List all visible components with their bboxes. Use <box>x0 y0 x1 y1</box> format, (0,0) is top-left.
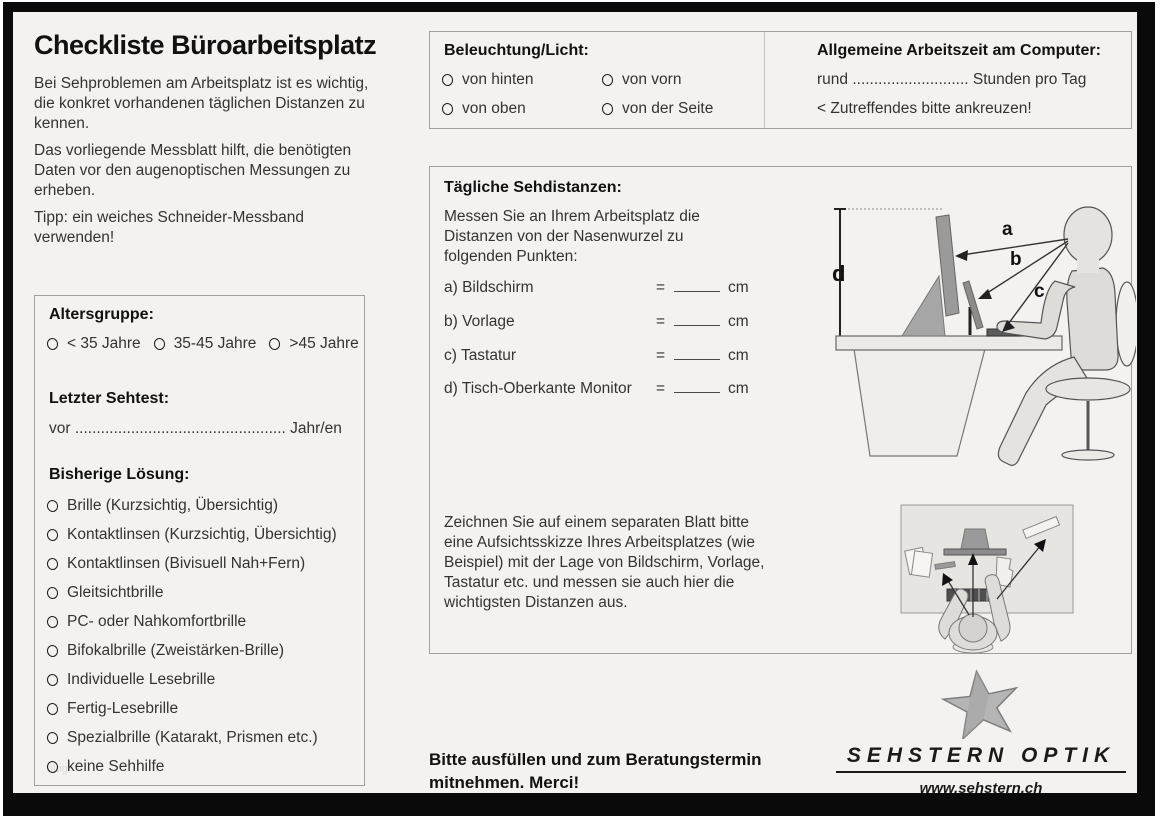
radio-icon[interactable] <box>46 586 59 600</box>
solution-option: Individuelle Lesebrille <box>47 670 337 690</box>
ergonomics-illustration <box>822 179 1136 473</box>
worktime-hours-line[interactable]: rund ........................... Stunden pro Tag <box>817 71 1087 88</box>
brand-logo <box>836 667 1126 793</box>
workplace-topview-sketch <box>885 497 1085 657</box>
diagram-label-d: d <box>832 261 846 286</box>
previous-solution-title: Bisherige Lösung: <box>49 466 190 483</box>
brand-rule <box>836 771 1126 773</box>
worktime-note: < Zutreffendes bitte ankreuzen! <box>817 100 1032 117</box>
lighting-option: von oben <box>442 99 526 119</box>
radio-icon[interactable] <box>46 702 59 716</box>
radio-icon[interactable] <box>46 499 59 513</box>
diagram-label-c: c <box>1034 281 1045 302</box>
solution-option: Bifokalbrille (Zweistärken-Brille) <box>47 641 337 661</box>
solution-option: keine Sehhilfe <box>47 757 337 777</box>
fill-in-blank[interactable] <box>674 313 720 326</box>
solution-option: Fertig-Lesebrille <box>47 699 337 719</box>
lighting-option: von der Seite <box>602 99 713 119</box>
footer-note: Bitte ausfüllen und zum Beratungstermin mitnehmen. Merci! <box>429 750 762 792</box>
monitor-stand <box>902 276 945 336</box>
radio-icon[interactable] <box>46 673 59 687</box>
star-icon <box>836 667 1126 739</box>
person-head-topview <box>959 614 987 642</box>
lighting-option: von hinten <box>442 70 534 90</box>
document-holder <box>963 281 983 329</box>
radio-icon[interactable] <box>46 528 59 542</box>
last-eyetest-title: Letzter Sehtest: <box>49 390 170 407</box>
intro-paragraph-1: Bei Sehproblemen am Arbeitsplatz ist es wichtig, die konkret vorhandenen täglichen Distanzen zu kennen. <box>34 75 369 132</box>
age-group-title: Altersgruppe: <box>49 306 154 323</box>
desk-pedestal <box>854 349 985 456</box>
sketch-instruction: Zeichnen Sie auf einem separaten Blatt bitte eine Aufsichtsskizze Ihres Arbeitsplatzes (wie Beispiel) mit der Lage von Bildschirm, Vorlage, Tastatur etc. und messen sie auch hier die wichtigsten Distanzen aus. <box>444 514 765 611</box>
radio-icon[interactable] <box>46 337 59 351</box>
chair-back <box>1116 282 1136 366</box>
solution-option: Kontaktlinsen (Bivisuell Nah+Fern) <box>47 554 337 574</box>
radio-icon[interactable] <box>46 644 59 658</box>
radio-icon[interactable] <box>46 731 59 745</box>
solution-option: Gleitsichtbrille <box>47 583 337 603</box>
distances-box <box>429 166 1132 654</box>
radio-icon[interactable] <box>441 102 454 116</box>
distances-instruction: Messen Sie an Ihrem Arbeitsplatz die Distanzen von der Nasenwurzel zu folgenden Punkten: <box>444 208 700 265</box>
brand-website[interactable]: www.sehstern.ch <box>919 780 1043 793</box>
radio-icon[interactable] <box>268 337 281 351</box>
fill-in-blank[interactable] <box>674 380 720 393</box>
chair-base <box>1062 450 1114 460</box>
age-option: 35-45 Jahre <box>154 334 257 354</box>
checklist-page <box>13 12 1137 793</box>
desk-top <box>836 336 1062 350</box>
monitor-topview <box>961 529 989 549</box>
solution-option: PC- oder Nahkomfortbrille <box>47 612 337 632</box>
measure-row-b: b) Vorlage = cm <box>444 313 749 330</box>
fill-in-blank[interactable] <box>674 279 720 292</box>
watermark: blog <box>47 763 68 775</box>
age-option: < 35 Jahre <box>47 334 141 354</box>
solution-option: Spezialbrille (Katarakt, Prismen etc.) <box>47 728 337 748</box>
measure-row-a: a) Bildschirm = cm <box>444 279 749 296</box>
section-divider <box>764 32 765 128</box>
radio-icon[interactable] <box>46 557 59 571</box>
fill-in-blank[interactable] <box>674 347 720 360</box>
measure-row-d: d) Tisch-Oberkante Monitor = cm <box>444 380 749 397</box>
intro-paragraph-2: Das vorliegende Messblatt hilft, die benötigten Daten vor den augenoptischen Messungen zu erheben. <box>34 142 352 199</box>
diagram-label-a: a <box>1002 219 1013 240</box>
chair-seat <box>1046 378 1130 400</box>
intro-paragraph-3: Tipp: ein weiches Schneider-Messband verwenden! <box>34 209 304 246</box>
radio-icon[interactable] <box>601 73 614 87</box>
radio-icon[interactable] <box>46 615 59 629</box>
lighting-option: von vorn <box>602 70 681 90</box>
page-title: Checkliste Büroarbeitsplatz <box>34 30 377 60</box>
person-leg <box>998 357 1090 465</box>
brand-name: SEHSTERN OPTIK <box>846 744 1116 767</box>
previous-solution-list <box>47 496 337 777</box>
person-torso <box>1067 268 1118 370</box>
age-group-options <box>47 334 359 354</box>
personal-data-box <box>34 295 365 786</box>
last-eyetest-line[interactable]: vor ................................................. Jahr/en <box>49 420 342 437</box>
measure-row-c: c) Tastatur = cm <box>444 347 749 364</box>
solution-option: Brille (Kurzsichtig, Übersichtig) <box>47 496 337 516</box>
lighting-title: Beleuchtung/Licht: <box>444 42 589 59</box>
solution-option: Kontaktlinsen (Kurzsichtig, Übersichtig) <box>47 525 337 545</box>
radio-icon[interactable] <box>153 337 166 351</box>
person-head <box>1064 207 1112 263</box>
distances-title: Tägliche Sehdistanzen: <box>444 179 622 196</box>
radio-icon[interactable] <box>441 73 454 87</box>
worktime-title: Allgemeine Arbeitszeit am Computer: <box>817 42 1101 59</box>
lighting-worktime-box <box>429 31 1132 129</box>
radio-icon[interactable] <box>601 102 614 116</box>
age-option: >45 Jahre <box>269 334 358 354</box>
diagram-label-b: b <box>1010 249 1022 270</box>
